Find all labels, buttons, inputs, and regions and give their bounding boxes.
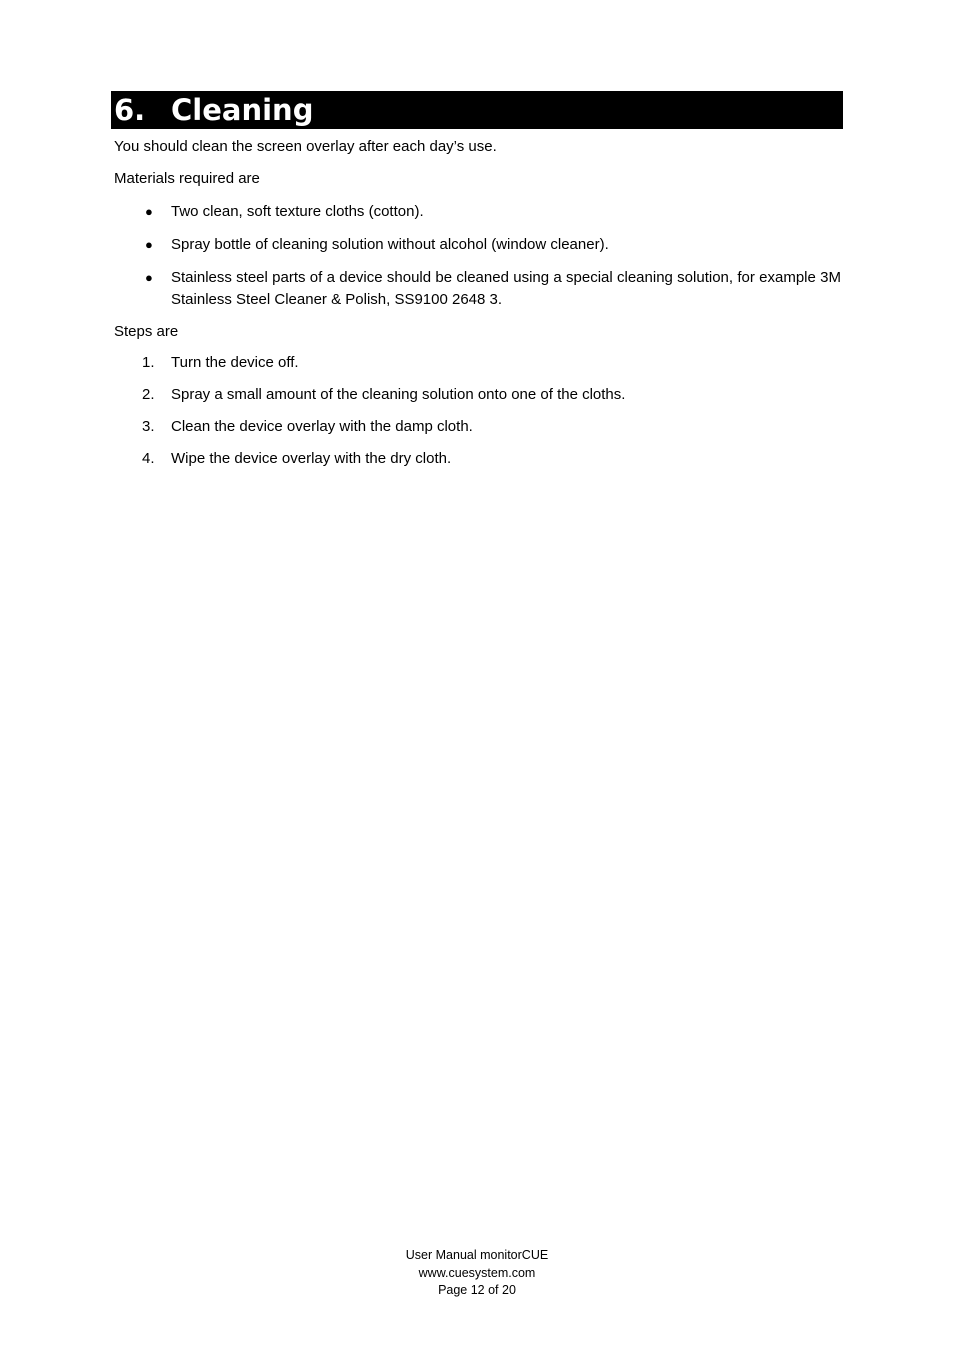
materials-list-item <box>142 234 841 256</box>
steps-list-item <box>142 352 841 374</box>
step-number: 2. <box>142 386 155 403</box>
materials-list-item <box>142 201 841 223</box>
footer-manual-title: User Manual monitorCUE <box>405 1248 549 1262</box>
materials-item-text: Stainless steel parts of a device should be cleaned using a special cleaning solution, for example 3M Stainless Steel Cleaner & Polish, SS9100 2648 3. <box>171 269 841 308</box>
step-text: Spray a small amount of the cleaning solution onto one of the cloths. <box>171 386 626 403</box>
step-number: 4. <box>142 450 155 467</box>
section-title: Cleaning <box>171 93 314 127</box>
bullet-icon: ● <box>145 237 153 252</box>
step-number: 1. <box>142 354 155 371</box>
bullet-icon: ● <box>145 270 153 285</box>
steps-heading: Steps are <box>114 323 179 340</box>
section-heading <box>111 91 843 129</box>
footer-website: www.cuesystem.com <box>418 1266 536 1280</box>
step-text: Wipe the device overlay with the dry cloth. <box>171 450 452 467</box>
bullet-icon: ● <box>145 204 153 219</box>
materials-list-item <box>142 267 841 311</box>
step-number: 3. <box>142 418 155 435</box>
steps-list-item <box>142 448 841 470</box>
step-text: Turn the device off. <box>171 354 299 371</box>
intro-paragraph: You should clean the screen overlay after each day’s use. <box>114 138 497 155</box>
steps-list-item <box>142 416 841 438</box>
materials-item-text: Spray bottle of cleaning solution without alcohol (window cleaner). <box>171 236 609 253</box>
materials-item-text: Two clean, soft texture cloths (cotton). <box>171 203 424 220</box>
section-number: 6. <box>114 93 146 127</box>
footer-page-number: Page 12 of 20 <box>438 1283 516 1297</box>
steps-list-item <box>142 384 841 406</box>
step-text: Clean the device overlay with the damp cloth. <box>171 418 473 435</box>
materials-heading: Materials required are <box>114 170 260 187</box>
